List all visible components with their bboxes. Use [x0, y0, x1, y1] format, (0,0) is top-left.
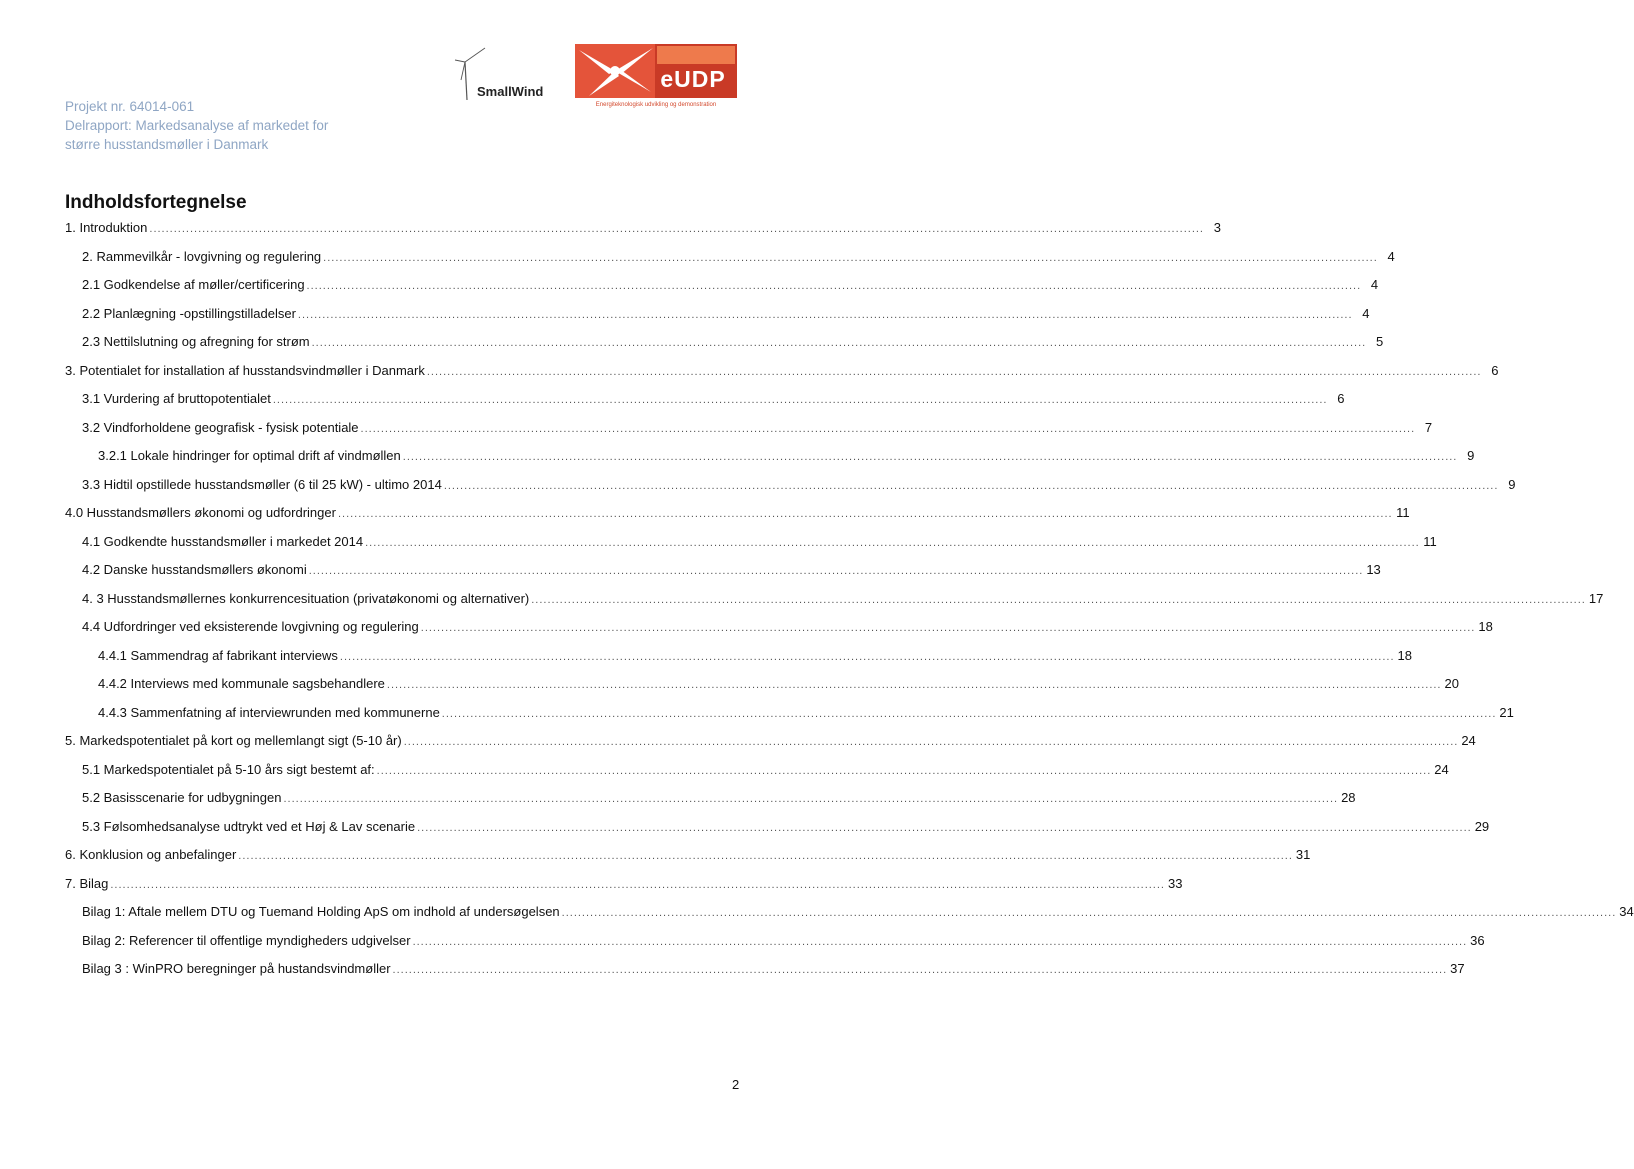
- toc-entry-page: 29: [1474, 818, 1490, 834]
- toc-entry-title: 6. Konklusion og anbefalinger: [65, 847, 237, 862]
- toc-entry[interactable]: [82, 790, 1356, 810]
- toc-entry-page: 4: [1362, 305, 1370, 321]
- report-header: [65, 97, 385, 154]
- toc-entry[interactable]: [98, 704, 1514, 725]
- toc-entry[interactable]: [65, 362, 1499, 383]
- toc-dot-leader: ....................................................................................................................................................................................................................................................................: [420, 622, 1476, 634]
- toc-entry-title: 3.1 Vurdering af bruttopotentialet: [82, 391, 271, 406]
- toc-entry[interactable]: [98, 647, 1412, 668]
- toc-entry[interactable]: [82, 248, 1395, 269]
- toc-entry-page: 20: [1444, 676, 1459, 691]
- project-number: Projekt nr. 64014-061: [65, 99, 195, 114]
- toc-entry-page: 28: [1341, 790, 1356, 805]
- toc-entry[interactable]: [65, 733, 1476, 753]
- smallwind-wordmark: SmallWind: [477, 84, 544, 99]
- toc-entry-title: 2.3 Nettilslutning og afregning for strøm: [82, 334, 310, 349]
- toc-entry-title: 5.2 Basisscenarie for udbygningen: [82, 790, 282, 805]
- toc-entry[interactable]: [98, 676, 1459, 696]
- toc-entry[interactable]: [82, 419, 1433, 440]
- toc-entry-page: 13: [1366, 562, 1381, 577]
- toc-entry[interactable]: [82, 904, 1634, 924]
- toc-entry-page: 33: [1167, 875, 1183, 891]
- wind-turbine-icon: [455, 48, 555, 108]
- toc-dot-leader: ....................................................................................................................................................................................................................................................................: [531, 593, 1586, 606]
- toc-entry-title: 1. Introduktion: [65, 220, 148, 235]
- toc-entry-page: 21: [1499, 704, 1514, 720]
- toc-entry-title: Bilag 1: Aftale mellem DTU og Tuemand Holding ApS om indhold af undersøgelsen: [82, 904, 560, 919]
- toc-entry-page: 24: [1461, 733, 1476, 748]
- toc-entry-title: 7. Bilag: [65, 875, 109, 891]
- toc-dot-leader: ....................................................................................................................................................................................................................................................................: [308, 565, 1364, 577]
- toc-entry-page: 6: [1491, 362, 1499, 378]
- toc-heading: Indholdsfortegnelse: [65, 192, 247, 213]
- toc-dot-leader: ....................................................................................................................................................................................................................................................................: [311, 337, 1367, 349]
- toc-entry[interactable]: [82, 932, 1485, 953]
- toc-entry-title: 2.2 Planlægning -opstillingstilladelser: [82, 305, 296, 321]
- eudp-logo: [575, 44, 737, 114]
- toc-entry[interactable]: [82, 818, 1490, 839]
- toc-entry-title: 4.4.3 Sammenfatning af interviewrunden med kommunerne: [98, 704, 440, 720]
- toc-entry-page: 11: [1396, 505, 1410, 520]
- toc-dot-leader: ....................................................................................................................................................................................................................................................................: [417, 821, 1472, 834]
- toc-dot-leader: ....................................................................................................................................................................................................................................................................: [426, 365, 1482, 378]
- toc-entry[interactable]: [82, 334, 1384, 354]
- toc-entry-title: Bilag 2: Referencer til offentlige myndigheders udgivelser: [82, 932, 411, 948]
- toc-entry[interactable]: [82, 277, 1379, 297]
- toc-entry[interactable]: [65, 875, 1183, 896]
- toc-entry-title: 5.1 Markedspotentialet på 5-10 års sigt bestemt af:: [82, 761, 375, 777]
- toc-entry[interactable]: [82, 619, 1493, 639]
- toc-entry-title: 4. 3 Husstandsmøllernes konkurrencesituation (privatøkonomi og alternativer): [82, 590, 530, 606]
- toc-dot-leader: ....................................................................................................................................................................................................................................................................: [323, 251, 1378, 264]
- toc-entry[interactable]: [82, 391, 1345, 411]
- toc-entry[interactable]: [82, 476, 1516, 497]
- toc-dot-leader: ....................................................................................................................................................................................................................................................................: [337, 508, 1393, 520]
- eudp-tagline: Energiteknologisk udvikling og demonstration: [595, 102, 717, 108]
- toc-dot-leader: ....................................................................................................................................................................................................................................................................: [376, 764, 1432, 777]
- toc-entry-page: 17: [1588, 590, 1604, 606]
- toc-dot-leader: ....................................................................................................................................................................................................................................................................: [392, 964, 1448, 976]
- toc-entry-page: 37: [1450, 961, 1465, 976]
- toc-entry[interactable]: [82, 590, 1604, 611]
- toc-dot-leader: ....................................................................................................................................................................................................................................................................: [306, 280, 1362, 292]
- toc-entry[interactable]: [82, 562, 1381, 582]
- toc-dot-leader: ....................................................................................................................................................................................................................................................................: [297, 308, 1353, 321]
- smallwind-logo: [455, 48, 555, 108]
- toc-entry-title: 4.4.1 Sammendrag af fabrikant interviews: [98, 647, 338, 663]
- toc-dot-leader: ....................................................................................................................................................................................................................................................................: [441, 707, 1497, 720]
- toc-entry-title: 4.2 Danske husstandsmøllers økonomi: [82, 562, 307, 577]
- toc-entry[interactable]: [65, 505, 1410, 525]
- toc-entry-title: 4.4.2 Interviews med kommunale sagsbehandlere: [98, 676, 385, 691]
- toc-entry[interactable]: [82, 533, 1437, 554]
- toc-dot-leader: ....................................................................................................................................................................................................................................................................: [283, 793, 1339, 805]
- toc-dot-leader: ....................................................................................................................................................................................................................................................................: [403, 736, 1459, 748]
- toc-entry-page: 34: [1619, 904, 1634, 919]
- eudp-wordmark: eUDP: [660, 66, 726, 92]
- toc-entry-title: 5.3 Følsomhedsanalyse udtrykt ved et Høj & Lav scenarie: [82, 818, 416, 834]
- toc-dot-leader: ....................................................................................................................................................................................................................................................................: [561, 907, 1617, 919]
- toc-entry-title: 4.4 Udfordringer ved eksisterende lovgivning og regulering: [82, 619, 419, 634]
- toc-entry-title: 4.1 Godkendte husstandsmøller i markedet 2014: [82, 533, 364, 549]
- toc-entry-title: 5. Markedspotentialet på kort og mellemlangt sigt (5-10 år): [65, 733, 402, 748]
- toc-entry-title: 2.1 Godkendelse af møller/certificering: [82, 277, 305, 292]
- page-number: 2: [732, 1077, 740, 1092]
- toc-dot-leader: ....................................................................................................................................................................................................................................................................: [402, 451, 1458, 463]
- toc-entry-page: 6: [1337, 391, 1345, 406]
- toc-dot-leader: ....................................................................................................................................................................................................................................................................: [110, 878, 1165, 891]
- toc-entry-title: 3. Potentialet for installation af husstandsvindmøller i Danmark: [65, 362, 425, 378]
- toc-entry-page: 18: [1397, 647, 1412, 663]
- toc-dot-leader: ....................................................................................................................................................................................................................................................................: [149, 223, 1204, 235]
- toc-dot-leader: ....................................................................................................................................................................................................................................................................: [365, 536, 1420, 549]
- report-title-line-1: Delrapport: Markedsanalyse af markedet for: [65, 118, 329, 133]
- toc-dot-leader: ....................................................................................................................................................................................................................................................................: [412, 935, 1468, 948]
- toc-entry-title: 3.2 Vindforholdene geografisk - fysisk potentiale: [82, 419, 359, 435]
- report-title-line-2: større husstandsmøller i Danmark: [65, 137, 269, 152]
- toc-entry-page: 3: [1213, 220, 1221, 235]
- toc-entry-page: 31: [1295, 847, 1311, 862]
- toc-entry-page: 4: [1370, 277, 1379, 292]
- toc-dot-leader: ....................................................................................................................................................................................................................................................................: [339, 650, 1395, 663]
- toc-entry-page: 18: [1478, 619, 1493, 634]
- toc-dot-leader: ....................................................................................................................................................................................................................................................................: [272, 394, 1328, 406]
- toc-entry-title: Bilag 3 : WinPRO beregninger på hustandsvindmøller: [82, 961, 391, 976]
- toc-entry-title: 3.2.1 Lokale hindringer for optimal drift af vindmøllen: [98, 448, 401, 463]
- toc-entry-title: 2. Rammevilkår - lovgivning og regulering: [82, 248, 322, 264]
- toc-entry[interactable]: [82, 305, 1370, 326]
- toc-entry-page: 36: [1470, 932, 1485, 948]
- toc-entry-page: 9: [1467, 448, 1475, 463]
- toc-entry-page: 4: [1387, 248, 1395, 264]
- toc-dot-leader: ....................................................................................................................................................................................................................................................................: [238, 850, 1293, 862]
- toc-dot-leader: ....................................................................................................................................................................................................................................................................: [360, 422, 1416, 435]
- toc-entry-title: 4.0 Husstandsmøllers økonomi og udfordringer: [65, 505, 336, 520]
- toc-entry-page: 7: [1424, 419, 1433, 435]
- toc-dot-leader: ....................................................................................................................................................................................................................................................................: [386, 679, 1442, 691]
- toc-entry[interactable]: [82, 961, 1465, 981]
- toc-entry-page: 5: [1375, 334, 1384, 349]
- toc-entry[interactable]: [65, 220, 1221, 240]
- toc-entry-page: 9: [1508, 476, 1516, 492]
- toc-entry[interactable]: [82, 761, 1449, 782]
- toc-entry[interactable]: [98, 448, 1475, 468]
- toc-entry-page: 11: [1423, 533, 1437, 549]
- toc-entry-page: 24: [1434, 761, 1449, 777]
- toc-dot-leader: ....................................................................................................................................................................................................................................................................: [443, 479, 1499, 492]
- toc-entry[interactable]: [65, 847, 1311, 867]
- toc-entry-title: 3.3 Hidtil opstillede husstandsmøller (6 til 25 kW) - ultimo 2014: [82, 476, 442, 492]
